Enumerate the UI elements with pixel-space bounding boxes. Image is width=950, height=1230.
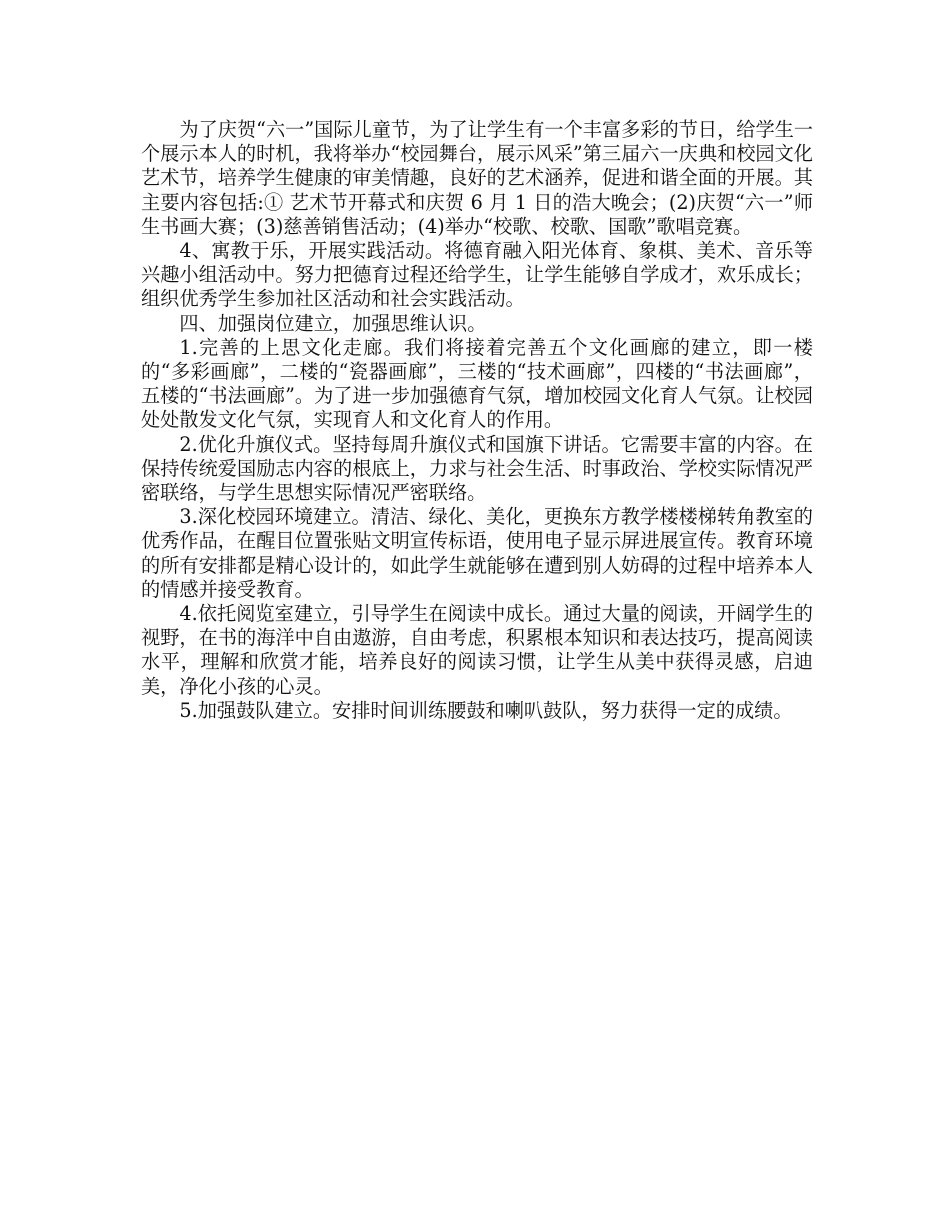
paragraph-culture-corridor: 1.完善的上思文化走廊。我们将接着完善五个文化画廊的建立，即一楼的“多彩画廊”，二楼的“瓷器画廊”，三楼的“技术画廊”，四楼的“书法画廊”，五楼的“书法画廊”。为了进一步加强德育气氛，增加校园文化育人气氛。让校园处处散发文化气氛，实现育人和文化育人的作用。 <box>141 335 813 432</box>
section-heading-post-building: 四、加强岗位建立，加强思维认识。 <box>179 311 487 335</box>
paragraph-campus-environment: 3.深化校园环境建立。清洁、绿化、美化，更换东方教学楼楼梯转角教室的优秀作品，在醒目位置张贴文明宣传标语，使用电子显示屏进展宣传。教育环境的所有安排都是精心设计的，如此学生就能够在遭到别人妨碍的过程中培养本人的情感并接受教育。 <box>141 505 813 601</box>
paragraph-reading-room: 4.依托阅览室建立，引导学生在阅读中成长。通过大量的阅读，开阔学生的视野，在书的海洋中自由遨游，自由考虑，积累根本知识和表达技巧，提高阅读水平，理解和欣赏才能，培养良好的阅读习惯，让学生从美中获得灵感，启迪美，净化小孩的心灵。 <box>141 602 813 698</box>
paragraph-festival-intro: 为了庆贺“六一”国际儿童节，为了让学生有一个丰富多彩的节日，给学生一个展示本人的时机，我将举办“校园舞台，展示风采”第三届六一庆典和校园文化艺术节，培养学生健康的审美情趣，良好的艺术涵养，促进和谐全面的开展。其主要内容包括:① 艺术节开幕式和庆贺 6 月 1 日的浩大晚会；(2)庆贺“六一”师生书画大赛；(3)慈善销售活动；(4)举办“校歌、校歌、国歌”歌唱竞赛。 <box>141 118 814 238</box>
paragraph-practice-activities: 4、寓教于乐，开展实践活动。将德育融入阳光体育、象棋、美术、音乐等兴趣小组活动中。努力把德育过程还给学生，让学生能够自学成才，欢乐成长；组织优秀学生参加社区活动和社会实践活动。 <box>141 239 813 311</box>
paragraph-flag-ceremony: 2.优化升旗仪式。坚持每周升旗仪式和国旗下讲话。它需要丰富的内容。在保持传统爱国励志内容的根底上，力求与社会生活、时事政治、学校实际情况严密联络，与学生思想实际情况严密联络。 <box>141 432 813 505</box>
document-page <box>141 118 813 723</box>
paragraph-drum-team: 5.加强鼓队建立。安排时间训练腰鼓和喇叭鼓队，努力获得一定的成绩。 <box>179 698 793 722</box>
